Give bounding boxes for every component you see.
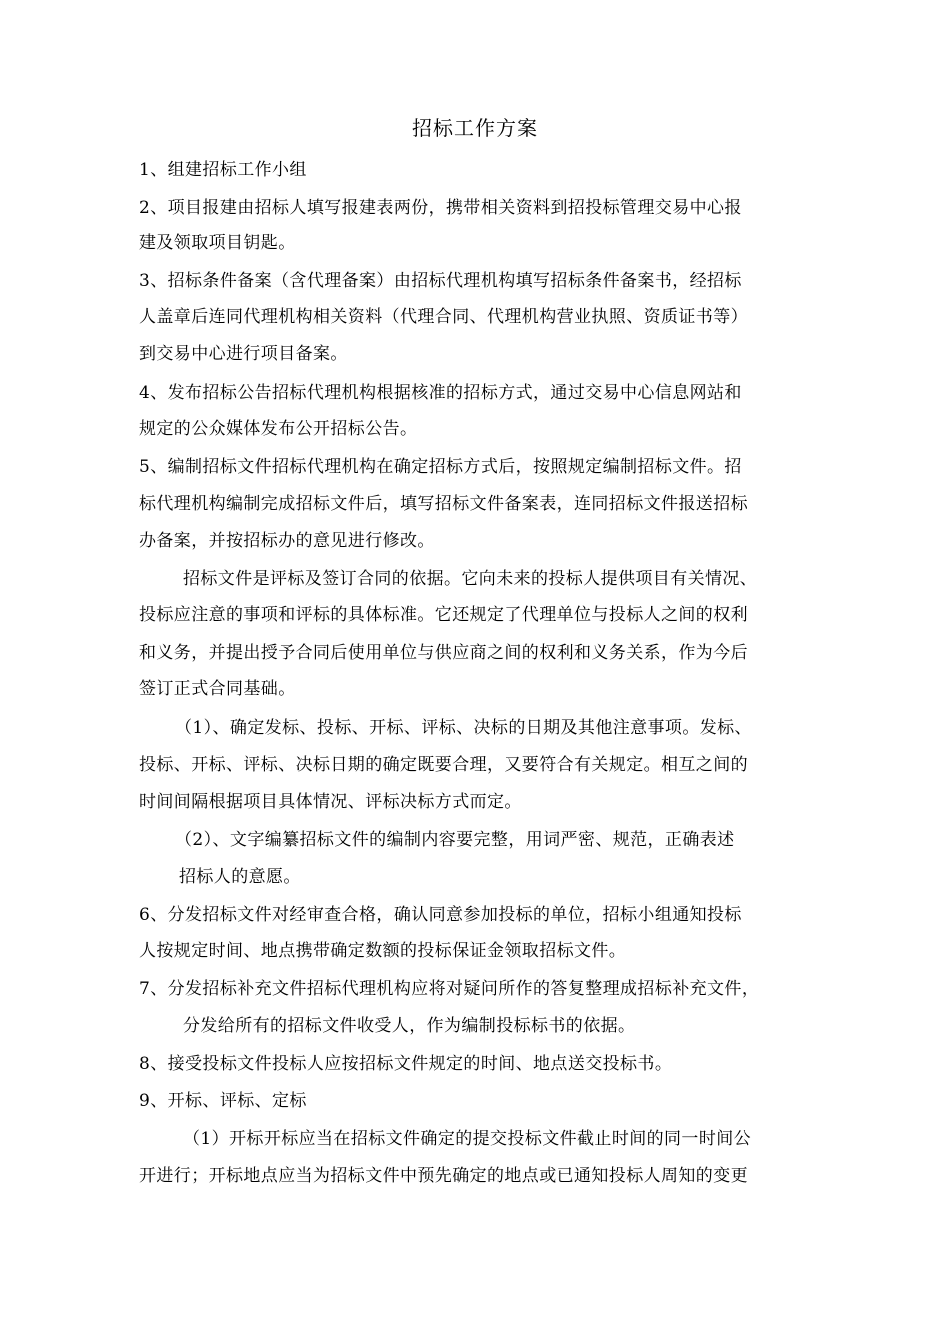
text-line: （1）、确定发标、投标、开标、评标、决标的日期及其他注意事项。发标、: [175, 718, 752, 738]
text-line: 规定的公众媒体发布公开招标公告。: [139, 419, 418, 439]
text-line: 签订正式合同基础。: [139, 679, 296, 699]
text-line: 开进行；开标地点应当为招标文件中预先确定的地点或已通知投标人周知的变更: [139, 1166, 748, 1186]
text-line: 建及领取项目钥匙。: [139, 233, 296, 253]
text-line: 投标应注意的事项和评标的具体标准。它还规定了代理单位与投标人之间的权利: [139, 605, 748, 625]
text-line: 和义务，并提出授予合同后使用单位与供应商之间的权利和义务关系，作为今后: [139, 643, 748, 663]
text-line: 2、项目报建由招标人填写报建表两份，携带相关资料到招投标管理交易中心报: [139, 198, 742, 218]
text-line: 8、接受投标文件投标人应按招标文件规定的时间、地点送交投标书。: [139, 1054, 673, 1074]
text-line: 3、招标条件备案（含代理备案）由招标代理机构填写招标条件备案书，经招标: [139, 271, 742, 291]
text-line: 分发给所有的招标文件收受人，作为编制投标标书的依据。: [183, 1016, 636, 1036]
text-line: 人按规定时间、地点携带确定数额的投标保证金领取招标文件。: [139, 941, 627, 961]
text-line: 招标文件是评标及签订合同的依据。它向未来的投标人提供项目有关情况、: [183, 569, 758, 589]
text-line: 7、分发招标补充文件招标代理机构应将对疑问所作的答复整理成招标补充文件，: [139, 979, 760, 999]
text-line: 4、发布招标公告招标代理机构根据核准的招标方式，通过交易中心信息网站和: [139, 383, 742, 403]
text-line: （1）开标开标应当在招标文件确定的提交投标文件截止时间的同一时间公: [183, 1129, 752, 1149]
text-line: 投标、开标、评标、决标日期的确定既要合理，又要符合有关规定。相互之间的: [139, 755, 748, 775]
text-line: 9、开标、评标、定标: [139, 1091, 307, 1111]
text-line: 6、分发招标文件对经审查合格，确认同意参加投标的单位，招标小组通知投标: [139, 905, 742, 925]
text-line: 办备案，并按招标办的意见进行修改。: [139, 531, 435, 551]
text-line: 时间间隔根据项目具体情况、评标决标方式而定。: [139, 792, 522, 812]
text-line: 5、编制招标文件招标代理机构在确定招标方式后，按照规定编制招标文件。招: [139, 457, 742, 477]
text-line: 到交易中心进行项目备案。: [139, 344, 348, 364]
document-title: 招标工作方案: [412, 116, 538, 140]
text-line: 标代理机构编制完成招标文件后，填写招标文件备案表，连同招标文件报送招标: [139, 494, 748, 514]
text-line: 1、组建招标工作小组: [139, 160, 307, 180]
text-line: 招标人的意愿。: [179, 867, 301, 887]
text-line: 人盖章后连同代理机构相关资料（代理合同、代理机构营业执照、资质证书等）: [139, 307, 748, 327]
text-line: （2）、文字编纂招标文件的编制内容要完整，用词严密、规范，正确表述: [175, 830, 735, 850]
